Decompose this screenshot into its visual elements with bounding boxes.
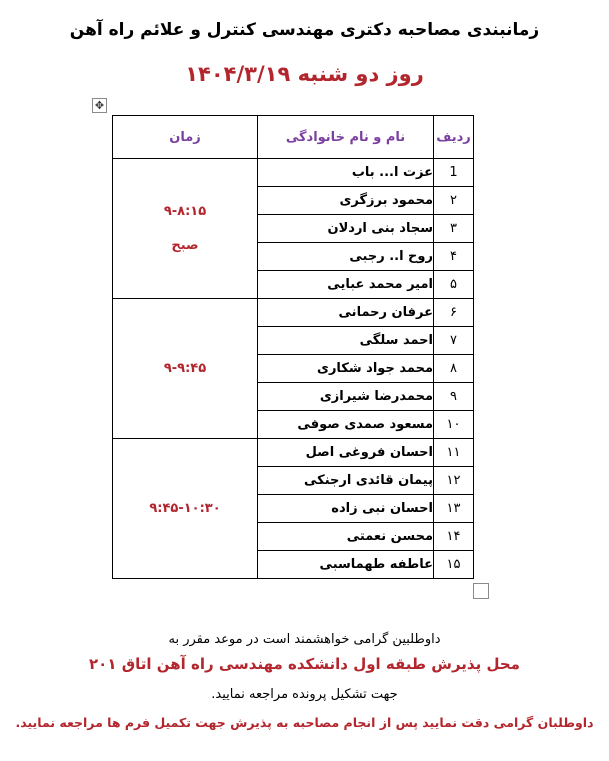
table-row — [113, 439, 474, 467]
candidate-name: احمد سلگی — [258, 327, 434, 355]
time-slot-1 — [113, 159, 258, 299]
time-slot-period: صبح — [171, 237, 199, 253]
candidate-name: عرفان رحمانی — [258, 299, 434, 327]
time-slot-range: ۹-۸:۱۵ — [163, 203, 207, 219]
candidate-name: روح ا.. رجبی — [258, 243, 434, 271]
table-resize-handle-icon[interactable] — [473, 583, 489, 599]
note-line-1: داوطلبین گرامی خواهشمند است در موعد مقرر به — [168, 632, 441, 647]
candidate-name: پیمان قائدی ارجنکی — [258, 467, 434, 495]
column-header-index: ردیف — [434, 116, 474, 159]
candidate-name: محمود برزگری — [258, 187, 434, 215]
row-index: ۳ — [434, 215, 474, 243]
candidate-name: محمد جواد شکاری — [258, 355, 434, 383]
note-line-3: جهت تشکیل پرونده مراجعه نمایید. — [211, 687, 398, 702]
candidate-name: احسان نبی زاده — [258, 495, 434, 523]
row-index: ۱۳ — [434, 495, 474, 523]
row-index: ۲ — [434, 187, 474, 215]
candidate-name: احسان فروغی اصل — [258, 439, 434, 467]
table-row — [113, 299, 474, 327]
note-warning: داوطلبان گرامی دقت نمایید پس از انجام مصاحبه به پذیرش جهت تکمیل فرم ها مراجعه نمایید. — [15, 715, 594, 730]
row-index: ۱۲ — [434, 467, 474, 495]
table-header-row — [113, 116, 474, 159]
row-index: ۱۰ — [434, 411, 474, 439]
row-index: ۱۱ — [434, 439, 474, 467]
row-index: ۵ — [434, 271, 474, 299]
row-index: ۱۵ — [434, 551, 474, 579]
candidate-name: عزت ا... باب — [258, 159, 434, 187]
row-index: 1 — [434, 159, 474, 187]
column-header-time: زمان — [113, 116, 258, 159]
row-index: ۸ — [434, 355, 474, 383]
note-location: محل پذیرش طبقه اول دانشکده مهندسی راه آهن اتاق ۲۰۱ — [89, 655, 520, 673]
candidate-name: عاطفه طهماسبی — [258, 551, 434, 579]
page-title: زمانبندی مصاحبه دکتری مهندسی کنترل و علائم راه آهن — [69, 20, 540, 40]
candidate-name: محمدرضا شیرازی — [258, 383, 434, 411]
row-index: ۱۴ — [434, 523, 474, 551]
column-header-name: نام و نام خانوادگی — [258, 116, 434, 159]
row-index: ۶ — [434, 299, 474, 327]
row-index: ۴ — [434, 243, 474, 271]
candidate-name: سجاد بنی اردلان — [258, 215, 434, 243]
candidate-name: مسعود صمدی صوفی — [258, 411, 434, 439]
row-index: ۷ — [434, 327, 474, 355]
schedule-table — [112, 115, 474, 579]
row-index: ۹ — [434, 383, 474, 411]
candidate-name: محسن نعمتی — [258, 523, 434, 551]
interview-date: روز دو شنبه ۱۴۰۴/۳/۱۹ — [185, 62, 424, 86]
time-slot-range: ۹:۴۵-۱۰:۳۰ — [149, 500, 221, 516]
time-slot-2 — [113, 299, 258, 439]
candidate-name: امیر محمد عبایی — [258, 271, 434, 299]
time-slot-3 — [113, 439, 258, 579]
table-row — [113, 159, 474, 187]
time-slot-range: ۹-۹:۴۵ — [163, 360, 207, 376]
table-move-handle-icon[interactable]: ✥ — [92, 98, 107, 113]
